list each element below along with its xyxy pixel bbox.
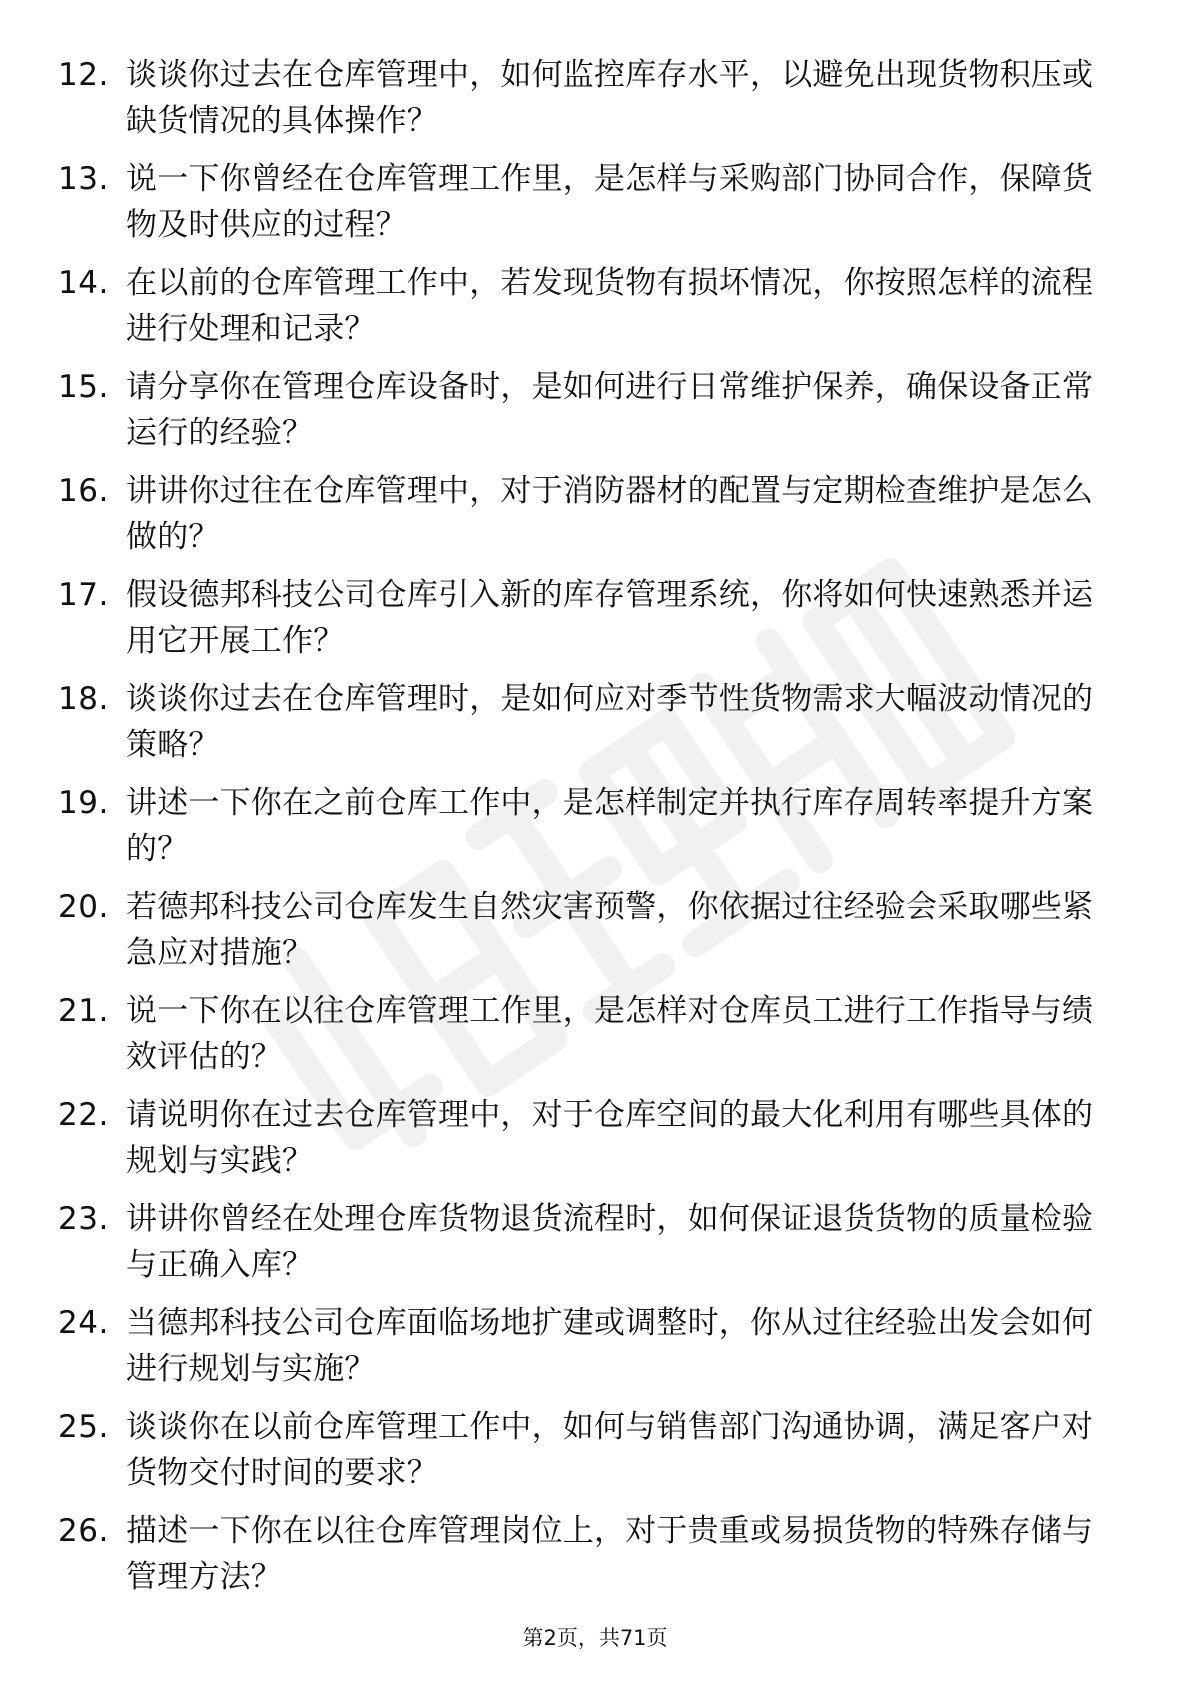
question-number: 20. — [58, 889, 109, 925]
question-number: 21. — [58, 993, 109, 1029]
question-number: 26. — [58, 1513, 109, 1549]
page-footer: 第2页，共71页 — [522, 1626, 668, 1650]
question-text: 讲讲你过往在仓库管理中，对于消防器材的配置与定期检查维护是怎么做的？ — [126, 473, 1094, 555]
list-item — [58, 52, 1118, 156]
question-number: 22. — [58, 1097, 109, 1133]
question-number: 13. — [58, 161, 109, 197]
question-text: 谈谈你过去在仓库管理时，是如何应对季节性货物需求大幅波动情况的策略？ — [126, 681, 1094, 763]
list-item — [58, 572, 1118, 676]
question-list — [58, 52, 1118, 1612]
list-item — [58, 1300, 1118, 1404]
question-text: 在以前的仓库管理工作中，若发现货物有损坏情况，你按照怎样的流程进行处理和记录？ — [126, 265, 1094, 347]
question-text: 描述一下你在以往仓库管理岗位上，对于贵重或易损货物的特殊存储与管理方法？ — [126, 1513, 1094, 1595]
question-text: 说一下你在以往仓库管理工作里，是怎样对仓库员工进行工作指导与绩效评估的？ — [126, 993, 1094, 1075]
question-number: 15. — [58, 369, 109, 405]
question-text: 讲讲你曾经在处理仓库货物退货流程时，如何保证退货货物的质量检验与正确入库？ — [126, 1201, 1094, 1283]
question-number: 14. — [58, 265, 109, 301]
list-item — [58, 1508, 1118, 1612]
question-text: 说一下你曾经在仓库管理工作里，是怎样与采购部门协同合作，保障货物及时供应的过程？ — [126, 161, 1094, 243]
list-item — [58, 468, 1118, 572]
question-text: 讲述一下你在之前仓库工作中，是怎样制定并执行库存周转率提升方案的？ — [126, 785, 1094, 867]
question-number: 17. — [58, 577, 109, 613]
question-number: 19. — [58, 785, 109, 821]
list-item — [58, 780, 1118, 884]
list-item — [58, 1092, 1118, 1196]
list-item — [58, 364, 1118, 468]
question-text: 谈谈你在以前仓库管理工作中，如何与销售部门沟通协调，满足客户对货物交付时间的要求？ — [126, 1409, 1094, 1491]
question-text: 谈谈你过去在仓库管理中，如何监控库存水平，以避免出现货物积压或缺货情况的具体操作？ — [126, 57, 1094, 139]
list-item — [58, 156, 1118, 260]
question-number: 23. — [58, 1201, 109, 1237]
list-item — [58, 1196, 1118, 1300]
question-number: 16. — [58, 473, 109, 509]
question-text: 请说明你在过去仓库管理中，对于仓库空间的最大化利用有哪些具体的规划与实践？ — [126, 1097, 1094, 1179]
question-number: 12. — [58, 57, 109, 93]
question-text: 假设德邦科技公司仓库引入新的库存管理系统，你将如何快速熟悉并运用它开展工作？ — [126, 577, 1094, 659]
list-item — [58, 676, 1118, 780]
list-item — [58, 260, 1118, 364]
list-item — [58, 988, 1118, 1092]
question-number: 25. — [58, 1409, 109, 1445]
list-item — [58, 1404, 1118, 1508]
question-text: 当德邦科技公司仓库面临场地扩建或调整时，你从过往经验出发会如何进行规划与实施？ — [126, 1305, 1094, 1387]
question-text: 若德邦科技公司仓库发生自然灾害预警，你依据过往经验会采取哪些紧急应对措施？ — [126, 889, 1094, 971]
question-text: 请分享你在管理仓库设备时，是如何进行日常维护保养，确保设备正常运行的经验？ — [126, 369, 1094, 451]
question-number: 24. — [58, 1305, 109, 1341]
list-item — [58, 884, 1118, 988]
question-number: 18. — [58, 681, 109, 717]
